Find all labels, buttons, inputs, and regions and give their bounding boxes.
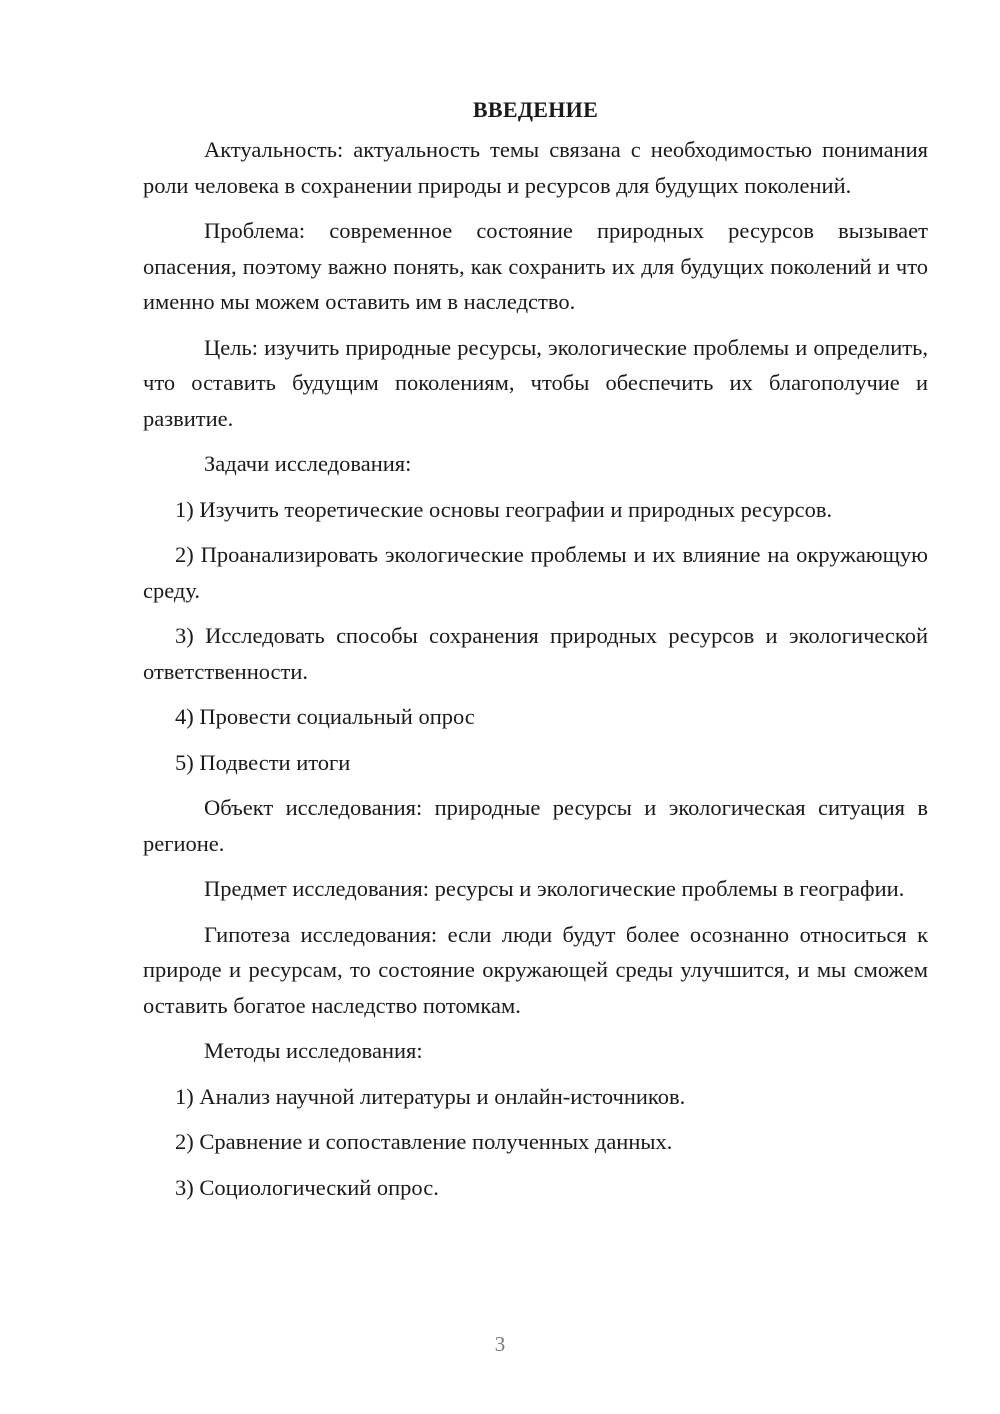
- problem-paragraph: Проблема: современное состояние природных ресурсов вызывает опасения, поэтому важно понять, как сохранить их для будущих поколений и что именно мы можем оставить им в наследство.: [143, 218, 928, 314]
- task-item: 1) Изучить теоретические основы географии и природных ресурсов.: [175, 496, 833, 522]
- goal-paragraph: Цель: изучить природные ресурсы, экологические проблемы и определить, что оставить будущим поколениям, чтобы обеспечить их благополучие и развитие.: [143, 334, 928, 431]
- task-item: 3) Исследовать способы сохранения природных ресурсов и экологической ответственности.: [143, 623, 928, 684]
- tasks-heading: Задачи исследования:: [204, 451, 412, 476]
- task-item: 4) Провести социальный опрос: [175, 704, 475, 729]
- method-item: 3) Социологический опрос.: [175, 1174, 439, 1200]
- relevance-paragraph: Актуальность: актуальность темы связана с необходимостью понимания роли человека в сохранении природы и ресурсов для будущих поколений.: [143, 137, 928, 198]
- hypothesis-paragraph: Гипотеза исследования: если люди будут более осознанно относиться к природе и ресурсам, то состояние окружающей среды улучшится, и мы сможем оставить богатое наследство потомкам.: [143, 921, 928, 1018]
- research-subject-paragraph: Предмет исследования: ресурсы и экологические проблемы в географии.: [204, 876, 905, 901]
- method-item: 2) Сравнение и сопоставление полученных данных.: [175, 1129, 673, 1154]
- task-item: 5) Подвести итоги: [175, 749, 351, 775]
- methods-heading: Методы исследования:: [204, 1038, 423, 1063]
- task-item: 2) Проанализировать экологические проблемы и их влияние на окружающую среду.: [143, 542, 928, 603]
- page-number: 3: [494, 1332, 506, 1356]
- research-object-paragraph: Объект исследования: природные ресурсы и экологическая ситуация в регионе.: [143, 795, 928, 856]
- document-page: [143, 92, 928, 1215]
- method-item: 1) Анализ научной литературы и онлайн-источников.: [175, 1083, 686, 1109]
- page-title: ВВЕДЕНИЕ: [472, 97, 599, 122]
